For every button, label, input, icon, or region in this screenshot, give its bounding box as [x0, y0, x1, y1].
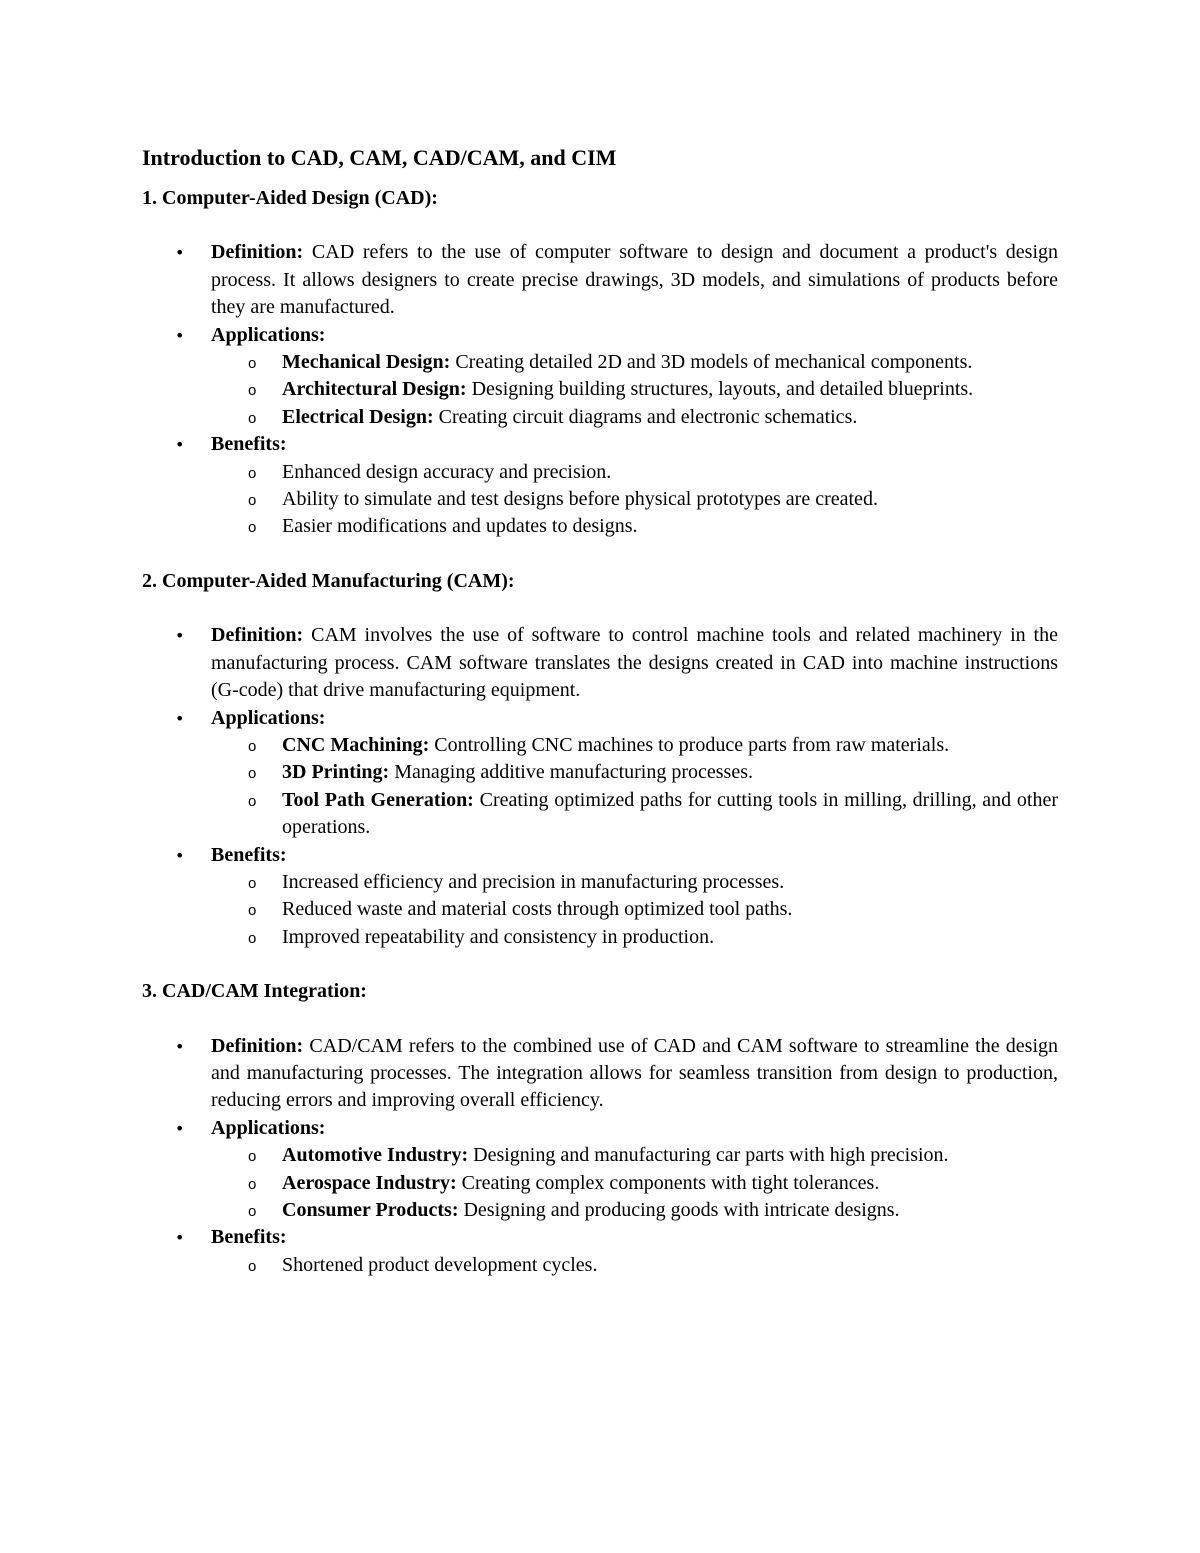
bullet-icon: •	[175, 435, 185, 455]
bullet-list	[142, 622, 1058, 951]
benefits-item	[142, 842, 1058, 952]
bullet-list	[142, 1033, 1058, 1280]
application-text: Designing and producing goods with intricate designs.	[463, 1199, 900, 1221]
sub-bullet-icon: o	[248, 519, 257, 537]
application-entry	[142, 1142, 1058, 1169]
section-heading: 2. Computer-Aided Manufacturing (CAM):	[142, 569, 515, 592]
benefit-text: Reduced waste and material costs through optimized tool paths.	[282, 898, 793, 921]
sub-bullet-icon: o	[248, 1148, 257, 1166]
bullet-icon: •	[175, 708, 185, 728]
application-entry	[142, 732, 1058, 759]
application-entry	[142, 1170, 1058, 1197]
benefit-text: Ability to simulate and test designs before physical prototypes are created.	[282, 488, 878, 511]
section-heading: 1. Computer-Aided Design (CAD):	[142, 187, 438, 209]
benefits-label: Benefits:	[211, 843, 287, 866]
application-text: Managing additive manufacturing processes.	[394, 761, 753, 784]
section	[142, 568, 1058, 951]
application-text: Creating circuit diagrams and electronic schematics.	[438, 405, 858, 428]
applications-item	[142, 322, 1058, 432]
applications-list	[211, 349, 1058, 431]
benefit-text: Increased efficiency and precision in manufacturing processes.	[282, 870, 785, 893]
application-entry	[142, 759, 1058, 786]
application-label: Tool Path Generation:	[282, 788, 474, 811]
benefit-text: Enhanced design accuracy and precision.	[282, 460, 612, 483]
benefit-entry	[142, 486, 1058, 513]
sub-bullet-icon: o	[248, 1203, 257, 1220]
benefit-entry	[142, 896, 1058, 923]
definition-text: CAD refers to the use of computer software to design and document a product's design process. It allows designers to create precise drawings, 3D models, and simulations of products before they are manufactured.	[211, 241, 1059, 319]
sub-bullet-icon: o	[248, 874, 257, 892]
sections-container	[142, 185, 1058, 1279]
benefit-entry	[142, 513, 1058, 540]
document-title: Introduction to CAD, CAM, CAD/CAM, and CIM	[142, 145, 617, 170]
sub-bullet-icon: o	[248, 1257, 257, 1275]
sub-bullet-icon: o	[248, 409, 257, 427]
application-text: Designing building structures, layouts, and detailed blueprints.	[471, 378, 974, 401]
benefit-text: Easier modifications and updates to designs.	[282, 515, 638, 538]
application-label: Architectural Design:	[282, 378, 467, 401]
document-page	[142, 143, 1058, 1306]
benefit-text: Shortened product development cycles.	[282, 1253, 598, 1276]
benefit-entry	[142, 1252, 1058, 1279]
sub-bullet-icon: o	[248, 382, 257, 400]
applications-label: Applications:	[211, 1116, 326, 1139]
sub-bullet-icon: o	[248, 929, 257, 947]
application-label: Consumer Products:	[282, 1199, 459, 1221]
application-text: Creating detailed 2D and 3D models of mechanical components.	[455, 351, 973, 374]
section-heading: 3. CAD/CAM Integration:	[142, 980, 367, 1003]
applications-label: Applications:	[211, 323, 326, 346]
application-text: Designing and manufacturing car parts with high precision.	[473, 1144, 949, 1167]
sub-bullet-icon: o	[248, 492, 257, 510]
bullet-icon: •	[175, 1118, 185, 1138]
benefits-label: Benefits:	[211, 433, 287, 456]
applications-list	[211, 1142, 1058, 1224]
application-text: Creating complex components with tight tolerances.	[461, 1171, 880, 1194]
sub-bullet-icon: o	[248, 1175, 257, 1193]
bullet-icon: •	[175, 1036, 185, 1056]
section	[142, 978, 1058, 1279]
applications-label: Applications:	[211, 706, 326, 729]
sub-bullet-icon: o	[248, 355, 257, 373]
application-text: Creating optimized paths for cutting tools in milling, drilling, and other operations.	[282, 788, 1059, 839]
bullet-icon: •	[175, 845, 185, 865]
benefits-list	[211, 1252, 1058, 1279]
definition-label: Definition:	[211, 1034, 304, 1057]
application-entry	[142, 787, 1058, 842]
application-entry	[142, 349, 1058, 376]
definition-label: Definition:	[211, 241, 304, 264]
application-entry	[142, 404, 1058, 431]
section	[142, 185, 1058, 541]
application-label: Mechanical Design:	[282, 351, 451, 374]
applications-list	[211, 732, 1058, 842]
benefits-label: Benefits:	[211, 1226, 287, 1249]
sub-bullet-icon: o	[248, 464, 257, 482]
applications-item	[142, 1115, 1058, 1225]
benefit-entry	[142, 869, 1058, 896]
bullet-icon: •	[175, 626, 185, 646]
benefit-entry	[142, 459, 1058, 486]
application-label: Aerospace Industry:	[282, 1171, 457, 1194]
sub-bullet-icon: o	[248, 792, 257, 810]
definition-item	[142, 1033, 1058, 1115]
application-label: 3D Printing:	[282, 761, 390, 784]
application-text: Controlling CNC machines to produce parts from raw materials.	[434, 733, 950, 756]
benefits-item	[142, 431, 1058, 541]
bullet-icon: •	[175, 1228, 185, 1248]
benefits-item	[142, 1224, 1058, 1279]
benefits-list	[211, 869, 1058, 951]
benefit-entry	[142, 924, 1058, 951]
definition-label: Definition:	[211, 624, 304, 647]
sub-bullet-icon: o	[248, 737, 257, 755]
definition-item	[142, 239, 1058, 321]
definition-text: CAD/CAM refers to the combined use of CAD and CAM software to streamline the design and manufacturing processes. The integration allows for seamless transition from design to production, reducing errors and improving overall efficiency.	[211, 1034, 1058, 1112]
benefit-text: Improved repeatability and consistency in production.	[282, 925, 715, 948]
sub-bullet-icon: o	[248, 902, 257, 920]
bullet-list	[142, 239, 1058, 540]
application-entry	[142, 376, 1058, 403]
application-label: Automotive Industry:	[282, 1144, 469, 1167]
sub-bullet-icon: o	[248, 765, 257, 783]
bullet-icon: •	[175, 325, 185, 345]
definition-item	[142, 622, 1058, 704]
benefits-list	[211, 459, 1058, 541]
bullet-icon: •	[175, 243, 185, 263]
application-entry	[142, 1197, 1058, 1224]
definition-text: CAM involves the use of software to control machine tools and related machinery in the manufacturing process. CAM software translates the designs created in CAD into machine instructions (G-code) that drive manufacturing equipment.	[211, 624, 1058, 702]
applications-item	[142, 705, 1058, 842]
application-label: CNC Machining:	[282, 733, 430, 756]
application-label: Electrical Design:	[282, 405, 434, 428]
